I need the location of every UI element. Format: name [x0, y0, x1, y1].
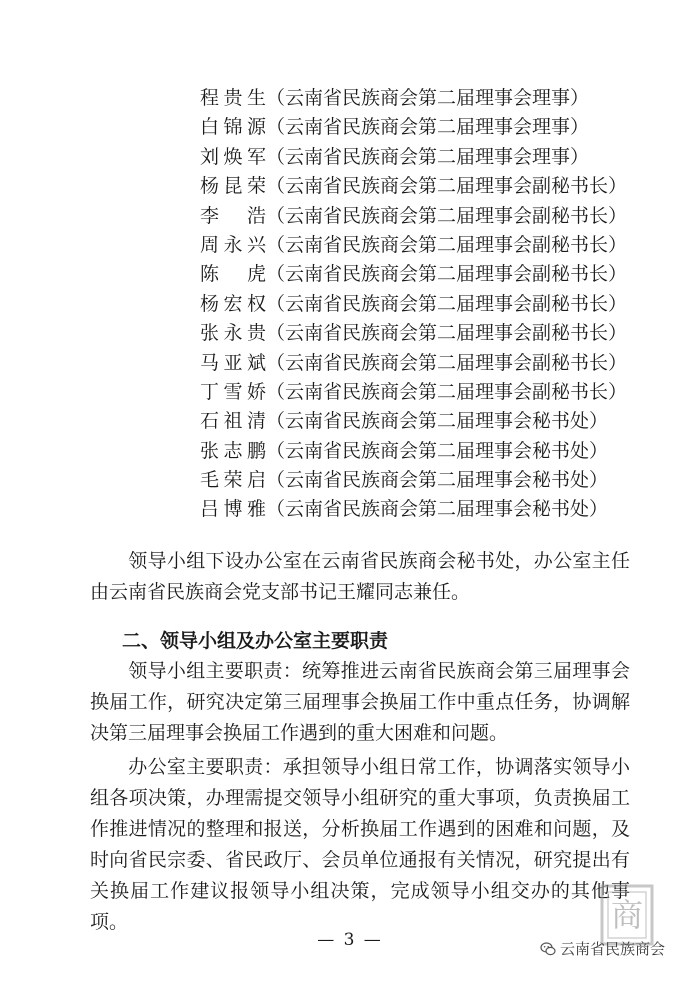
member-name: 程贵生	[200, 87, 266, 109]
member-name: 杨宏权	[200, 292, 266, 315]
member-row	[200, 319, 680, 348]
member-row	[200, 437, 680, 466]
member-row	[200, 260, 680, 289]
section-heading: 二、领导小组及办公室主要职责	[122, 630, 389, 652]
member-name: 马亚斌	[200, 351, 266, 374]
member-role: （云南省民族商会第二届理事会理事）	[266, 87, 590, 109]
leader-duties-paragraph	[90, 656, 630, 749]
member-role: （云南省民族商会第二届理事会副秘书长）	[266, 263, 628, 286]
wechat-icon	[540, 941, 556, 957]
member-name: 丁雪娇	[200, 380, 266, 403]
member-name: 周永兴	[200, 233, 266, 256]
member-role: （云南省民族商会第二届理事会秘书处）	[266, 410, 609, 433]
member-row	[200, 378, 680, 407]
page-number: — 3 —	[317, 930, 383, 950]
member-role: （云南省民族商会第二届理事会副秘书长）	[266, 204, 628, 227]
member-row	[200, 202, 680, 231]
office-duties-paragraph	[90, 752, 630, 938]
member-row	[200, 231, 680, 260]
member-role: （云南省民族商会第二届理事会副秘书长）	[266, 175, 628, 198]
leader-duties-text: 领导小组主要职责：统筹推进云南省民族商会第三届理事会换届工作，研究决定第三届理事会换届工作中重点任务，协调解决第三届理事会换届工作遇到的重大困难和问题。	[90, 660, 630, 744]
member-role: （云南省民族商会第二届理事会秘书处）	[266, 498, 609, 521]
office-duties-text: 办公室主要职责：承担领导小组日常工作，协调落实领导小组各项决策，办理需提交领导小组研究的重大事项，负责换届工作推进情况的整理和报送，分析换届工作遇到的困难和问题，及时向省民宗委、省民政厅、会员单位通报有关情况，研究提出有关换届工作建议报领导小组决策，完成领导小组交办的其他事项。	[90, 756, 630, 933]
member-list	[200, 84, 680, 525]
member-name: 张永贵	[200, 322, 266, 345]
member-row	[200, 143, 680, 172]
office-paragraph-text: 领导小组下设办公室在云南省民族商会秘书处，办公室主任由云南省民族商会党支部书记王耀同志兼任。	[90, 550, 630, 603]
watermark-text: 云南省民族商会	[560, 940, 666, 958]
member-row	[200, 466, 680, 495]
member-name: 毛荣启	[200, 469, 266, 492]
member-role: （云南省民族商会第二届理事会秘书处）	[266, 469, 609, 492]
watermark	[540, 938, 665, 959]
member-name: 陈虎	[200, 263, 266, 286]
member-name: 张志鹏	[200, 439, 266, 462]
member-role: （云南省民族商会第二届理事会理事）	[266, 116, 590, 139]
member-name: 吕博雅	[200, 498, 266, 521]
member-name: 白锦源	[200, 116, 266, 139]
member-role: （云南省民族商会第二届理事会理事）	[266, 145, 590, 168]
member-name: 刘焕军	[200, 145, 266, 168]
member-row	[200, 172, 680, 201]
member-row	[200, 290, 680, 319]
member-role: （云南省民族商会第二届理事会副秘书长）	[266, 380, 628, 403]
member-role: （云南省民族商会第二届理事会副秘书长）	[266, 322, 628, 345]
member-row	[200, 84, 680, 113]
member-role: （云南省民族商会第二届理事会副秘书长）	[266, 233, 628, 256]
member-role: （云南省民族商会第二届理事会副秘书长）	[266, 351, 628, 374]
logo-letter: 商	[610, 896, 644, 934]
member-row	[200, 113, 680, 142]
member-name: 李浩	[200, 204, 266, 227]
member-name: 杨昆荣	[200, 175, 266, 198]
member-role: （云南省民族商会第二届理事会秘书处）	[266, 439, 609, 462]
member-name: 石祖清	[200, 410, 266, 433]
member-row	[200, 495, 680, 524]
office-paragraph	[90, 546, 630, 608]
member-role: （云南省民族商会第二届理事会副秘书长）	[266, 292, 628, 315]
member-row	[200, 349, 680, 378]
member-row	[200, 407, 680, 436]
